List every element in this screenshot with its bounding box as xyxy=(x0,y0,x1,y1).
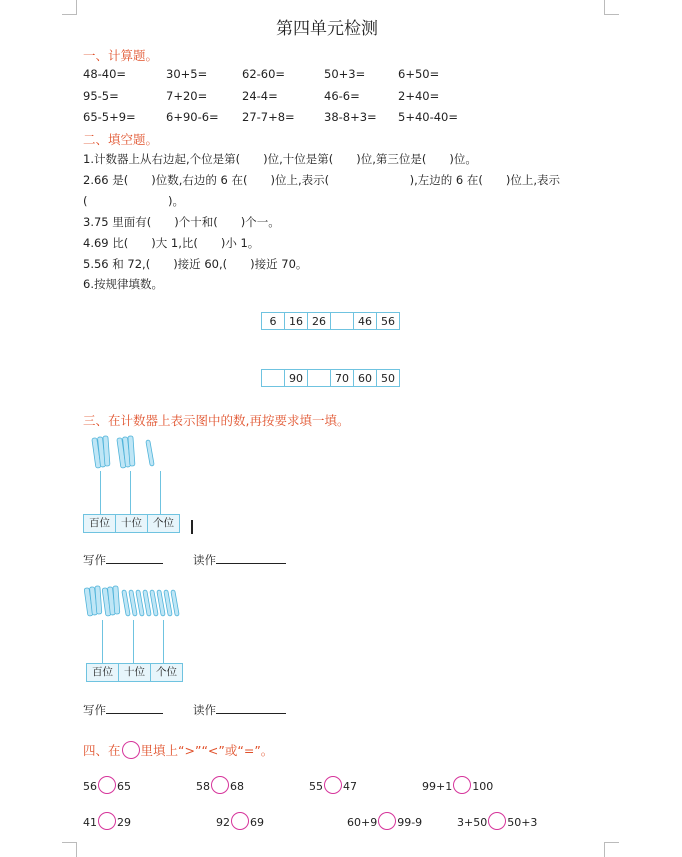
sequence-cell xyxy=(331,313,354,330)
abacus1-base xyxy=(83,514,180,533)
compare-right: 69 xyxy=(250,816,264,829)
abacus1-label-ones: 个位 xyxy=(153,517,174,529)
corner-mark-bottom-right xyxy=(604,842,619,857)
section-fill-heading: 二、填空题。 xyxy=(83,132,159,147)
compare-left: 60+9 xyxy=(347,816,378,829)
circle-icon xyxy=(122,741,140,759)
compare-item xyxy=(83,812,131,830)
sequence-cell: 50 xyxy=(377,370,400,387)
calc-item: 6+50= xyxy=(398,67,440,81)
corner-mark-top-right xyxy=(604,0,619,15)
compare-circle-icon[interactable] xyxy=(211,776,229,794)
sequence-table-2 xyxy=(261,369,400,387)
corner-mark-bottom-left xyxy=(62,842,77,857)
fill-question-2a: 2.66 是( )位数,右边的 6 在( )位上,表示( ),左边的 6 在( )位上,表示 xyxy=(83,173,561,187)
sequence-cell: 26 xyxy=(308,313,331,330)
bundle-of-ten-sticks-icon xyxy=(91,434,163,470)
compare-item xyxy=(309,776,357,794)
compare-item xyxy=(457,812,537,830)
fill-question-2b: ( )。 xyxy=(83,194,184,208)
abacus2-label-tens: 十位 xyxy=(119,664,151,681)
calc-item: 27-7+8= xyxy=(242,110,295,124)
section-calc-heading: 一、计算题。 xyxy=(83,48,159,63)
compare-circle-icon[interactable] xyxy=(324,776,342,794)
sequence-cell: 56 xyxy=(377,313,400,330)
compare-left: 55 xyxy=(309,780,323,793)
sequence-cell: 60 xyxy=(354,370,377,387)
compare-circle-icon[interactable] xyxy=(98,812,116,830)
compare-item xyxy=(347,812,422,830)
abacus1-rod-hundreds xyxy=(100,471,101,515)
calc-item: 46-6= xyxy=(324,89,360,103)
compare-left: 56 xyxy=(83,780,97,793)
page-title: 第四单元检测 xyxy=(276,19,378,39)
sequence-table-1 xyxy=(261,312,400,330)
calc-item: 30+5= xyxy=(166,67,208,81)
fill-question-1: 1.计数器上从右边起,个位是第( )位,十位是第( )位,第三位是( )位。 xyxy=(83,152,477,166)
abacus1-rod-tens xyxy=(130,471,131,515)
compare-right: 47 xyxy=(343,780,357,793)
compare-item xyxy=(196,776,244,794)
abacus2-rod-tens xyxy=(133,620,134,664)
calc-item: 95-5= xyxy=(83,89,119,103)
abacus1-label-hundreds: 百位 xyxy=(84,515,116,532)
section-compare-heading: 四、在 里填上“>”“<”或“=”。 xyxy=(83,743,274,758)
compare-circle-icon[interactable] xyxy=(231,812,249,830)
sequence-cell xyxy=(308,370,331,387)
sequence-cell: 46 xyxy=(354,313,377,330)
compare-circle-icon[interactable] xyxy=(378,812,396,830)
compare-right: 65 xyxy=(117,780,131,793)
calc-item: 48-40= xyxy=(83,67,127,81)
compare-right: 29 xyxy=(117,816,131,829)
calc-item: 38-8+3= xyxy=(324,110,377,124)
compare-right: 68 xyxy=(230,780,244,793)
compare-left: 41 xyxy=(83,816,97,829)
compare-left: 3+50 xyxy=(457,816,488,829)
write-label-2: 写作 xyxy=(83,702,163,718)
compare-circle-icon[interactable] xyxy=(98,776,116,794)
calc-item: 50+3= xyxy=(324,67,366,81)
bundle-of-ten-sticks-icon xyxy=(84,584,186,620)
compare-item xyxy=(83,776,131,794)
calc-item: 7+20= xyxy=(166,89,208,103)
compare-circle-icon[interactable] xyxy=(488,812,506,830)
calc-item: 62-60= xyxy=(242,67,286,81)
abacus1-rod-ones xyxy=(160,471,161,515)
fill-question-3: 3.75 里面有( )个十和( )个一。 xyxy=(83,215,280,229)
read-label-2: 读作 xyxy=(193,702,286,718)
compare-right: 50+3 xyxy=(507,816,538,829)
sequence-cell: 16 xyxy=(285,313,308,330)
fill-question-6: 6.按规律填数。 xyxy=(83,277,163,291)
section-abacus-heading: 三、在计数器上表示图中的数,再按要求填一填。 xyxy=(83,413,350,428)
corner-mark-top-left xyxy=(62,0,77,15)
compare-left: 99+1 xyxy=(422,780,453,793)
write-label-1: 写作 xyxy=(83,552,163,568)
compare-item xyxy=(422,776,493,794)
compare-left: 92 xyxy=(216,816,230,829)
sequence-cell xyxy=(262,370,285,387)
abacus2-rod-ones xyxy=(163,620,164,664)
fill-question-5: 5.56 和 72,( )接近 60,( )接近 70。 xyxy=(83,257,308,271)
sequence-cell: 6 xyxy=(262,313,285,330)
abacus2-label-hundreds: 百位 xyxy=(87,664,119,681)
compare-left: 58 xyxy=(196,780,210,793)
read-label-1: 读作 xyxy=(193,552,286,568)
abacus2-base xyxy=(86,663,183,682)
sequence-cell: 70 xyxy=(331,370,354,387)
calc-item: 2+40= xyxy=(398,89,440,103)
sequence-cell: 90 xyxy=(285,370,308,387)
fill-question-4: 4.69 比( )大 1,比( )小 1。 xyxy=(83,236,260,250)
abacus1-label-tens: 十位 xyxy=(116,515,148,532)
abacus2-rod-hundreds xyxy=(102,620,103,664)
text-cursor xyxy=(191,520,193,534)
compare-circle-icon[interactable] xyxy=(453,776,471,794)
abacus2-label-ones: 个位 xyxy=(156,666,177,678)
calc-item: 65-5+9= xyxy=(83,110,136,124)
calc-item: 5+40-40= xyxy=(398,110,459,124)
calc-item: 24-4= xyxy=(242,89,278,103)
compare-item xyxy=(216,812,264,830)
calc-item: 6+90-6= xyxy=(166,110,219,124)
compare-right: 100 xyxy=(472,780,494,793)
compare-right: 99-9 xyxy=(397,816,423,829)
